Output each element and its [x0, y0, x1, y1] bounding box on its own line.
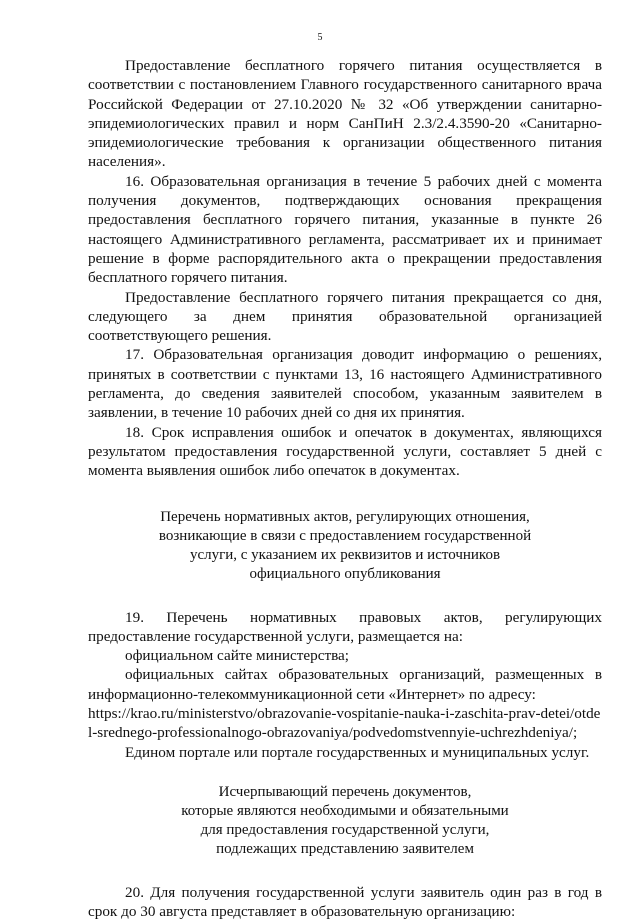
list-item-ministry-site: официальном сайте министерства;	[125, 647, 350, 665]
heading-line: для предоставления государственной услуги,	[200, 821, 490, 838]
heading-line: Исчерпывающий перечень документов,	[218, 783, 472, 800]
paragraph-hot-meals-basis: Предоставление бесплатного горячего питания осуществляется в соответствии с постановлением Главного государственного санитарного врача Российской Федерации от 27.10.2020 № 32 «Об утверждении санитарно-эпидемиологических правил и норм СанПиН 2.3/2.4.3590-20 «Санитарно-эпидемиологические требования к организации общественного питания населения».	[88, 57, 602, 171]
paragraph-16: 16. Образовательная организация в течение 5 рабочих дней с момента получения документов, подтверждающих основания прекращения предоставления бесплатного горячего питания, указанные в пункте 26 настоящего Административного регламента, рассматривает их и принимает решение в форме распорядительного акта о прекращении предоставления бесплатного горячего питания.	[88, 172, 602, 287]
paragraph-termination: Предоставление бесплатного горячего питания прекращается со дня, следующего за днем принятия образовательной организацией соответствующего решения.	[88, 288, 602, 345]
reference-url: https://krao.ru/ministerstvo/obrazovanie-vospitanie-nauka-i-zaschita-prav-detei/otdel-srednego-professionalnogo-obrazovaniya/podvedomstvennyie-uchrezhdeniya/;	[88, 705, 601, 742]
paragraph-20: 20. Для получения государственной услуги заявитель один раз в год в срок до 30 августа представляет в образовательную организацию:	[88, 883, 602, 921]
heading-line: подлежащих представлению заявителем	[216, 840, 474, 857]
heading-line: услуги, с указанием их реквизитов и источников	[189, 546, 501, 563]
heading-line: которые являются необходимыми и обязательными	[181, 802, 509, 819]
heading-line: официального опубликования	[249, 565, 441, 582]
section-heading-normative-acts	[88, 508, 602, 584]
paragraph-17: 17. Образовательная организация доводит информацию о решениях, принятых в соответствии с пунктами 13, 16 настоящего Административного регламента, до сведения заявителей способом, указанным заявителем в заявлении, в течение 10 рабочих дней со дня их принятия.	[88, 346, 602, 422]
paragraph-18: 18. Срок исправления ошибок и опечаток в документах, являющихся результатом предоставления государственной услуги, составляет 5 дней с момента выявления ошибок либо опечаток в документах.	[88, 423, 602, 480]
list-item-org-sites: официальных сайтах образовательных организаций, размещенных в информационно-телекоммуникационной сети «Интернет» по адресу:	[88, 666, 602, 703]
section-heading-required-documents	[88, 783, 602, 859]
list-item-unified-portal: Едином портале или портале государственных и муниципальных услуг.	[125, 743, 590, 761]
heading-line: возникающие в связи с предоставлением государственной	[158, 527, 532, 544]
paragraph-19: 19. Перечень нормативных правовых актов, регулирующих предоставление государственной услуги, размещается на:	[88, 608, 602, 645]
document-body	[88, 56, 602, 922]
page-number: 5	[317, 32, 323, 43]
heading-line: Перечень нормативных актов, регулирующих отношения,	[160, 508, 530, 525]
